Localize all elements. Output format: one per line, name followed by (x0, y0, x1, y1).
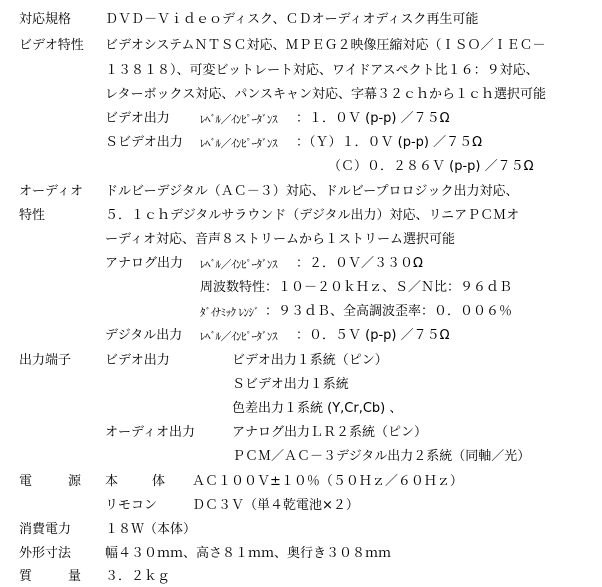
video-out-value: ：１．０Ｖ (p-p) ／７５Ω (296, 111, 450, 126)
audio-label-1: オーディオ (19, 184, 83, 199)
s-video-out-value-c: （Ｃ）０．２８６Ｖ (p-p) ／７５Ω (328, 159, 534, 174)
terminals-audio-item: アナログ出力ＬＲ２系統（ピン） (232, 425, 428, 440)
dynamic-range-value: ：９３ｄＢ、全高調波歪率：０．００６％ (265, 304, 513, 319)
dimensions-value: 幅４３０ｍｍ、高さ８１ｍｍ、奥行き３０８ｍｍ (105, 546, 392, 561)
terminals-audio-item: ＰＣＭ／ＡＣ－３デジタル出力２系統（同軸／光） (232, 449, 531, 464)
s-video-out-prefix: ﾚﾍﾞﾙ／ｲﾝﾋﾟｰﾀﾞﾝｽ (200, 137, 277, 150)
video-out-prefix: ﾚﾍﾞﾙ／ｲﾝﾋﾟｰﾀﾞﾝｽ (200, 113, 277, 126)
analog-out-value: ：２．０Ｖ／３３０Ω (296, 256, 423, 271)
power-main-label-b: 体 (152, 474, 166, 489)
terminals-video-label: ビデオ出力 (105, 353, 170, 368)
audio-line-3: ーディオ対応、音声８ストリームから１ストリーム選択可能 (105, 232, 455, 247)
dynamic-range-prefix: ﾀﾞｲﾅﾐｯｸ ﾚﾝｼﾞ (200, 306, 259, 319)
audio-label-2: 特性 (19, 208, 46, 223)
compat-value: ＤＶＤ－Ｖｉｄｅｏディスク、ＣＤオーディオディスク再生可能 (105, 12, 479, 27)
video-line-1: ビデオシステムＮＴＳＣ対応、ＭＰＥＧ２映像圧縮対応（ＩＳＯ／ＩＥＣ－ (105, 38, 546, 53)
audio-line-2: ５．１ｃｈデジタルサラウンド（デジタル出力）対応、リニアＰＣＭオ (105, 208, 520, 223)
power-remote-value: ＤＣ３Ｖ（単４乾電池×２） (192, 498, 359, 513)
weight-label-b: 量 (68, 569, 82, 584)
consumption-value: １８Ｗ（本体） (105, 522, 197, 537)
digital-out-prefix: ﾚﾍﾞﾙ／ｲﾝﾋﾟｰﾀﾞﾝｽ (200, 330, 277, 343)
video-line-3: レターボックス対応、パンスキャン対応、字幕３２ｃｈから１ｃｈ選択可能 (105, 87, 546, 102)
digital-out-label: デジタル出力 (105, 328, 183, 343)
video-out-label: ビデオ出力 (105, 111, 170, 126)
video-line-2: １３８１８）、可変ビットレート対応、ワイドアスペクト比１６：９対応、 (105, 63, 539, 78)
video-label: ビデオ特性 (19, 38, 84, 53)
analog-out-prefix: ﾚﾍﾞﾙ／ｲﾝﾋﾟｰﾀﾞﾝｽ (200, 258, 277, 271)
power-label-a: 電 (19, 474, 33, 489)
consumption-label: 消費電力 (19, 522, 72, 537)
s-video-out-label: Ｓビデオ出力 (105, 135, 183, 150)
compat-label: 対応規格 (19, 12, 72, 27)
power-main-value: ＡＣ１００Ｖ±１０％（５０Ｈｚ／６０Ｈｚ） (192, 474, 463, 489)
terminals-audio-label: オーディオ出力 (105, 425, 195, 440)
weight-label-a: 質 (19, 569, 33, 584)
s-video-out-value-y: ：（Ｙ）１．０Ｖ (p-p) ／７５Ω (296, 135, 483, 150)
dimensions-label: 外形寸法 (19, 546, 72, 561)
terminals-video-item: 色差出力１系統 (Y,Cr,Cb) 、 (232, 401, 403, 416)
power-label-b: 源 (68, 474, 82, 489)
freq-response: 周波数特性：１０－２０ｋＨｚ、Ｓ／Ｎ比：９６ｄＢ (200, 280, 513, 295)
weight-value: ３．２ｋｇ (105, 569, 171, 584)
terminals-label: 出力端子 (19, 353, 72, 368)
terminals-video-item: ビデオ出力１系統（ピン） (232, 353, 388, 368)
digital-out-value: ：０．５Ｖ (p-p) ／７５Ω (296, 328, 450, 343)
analog-out-label: アナログ出力 (105, 256, 184, 271)
power-main-label-a: 本 (105, 474, 119, 489)
terminals-video-item: Ｓビデオ出力１系統 (232, 377, 349, 392)
power-remote-label: リモコン (105, 498, 158, 513)
audio-line-1: ドルビーデジタル（ＡＣ－３）対応、ドルビープロロジック出力対応、 (105, 184, 519, 199)
